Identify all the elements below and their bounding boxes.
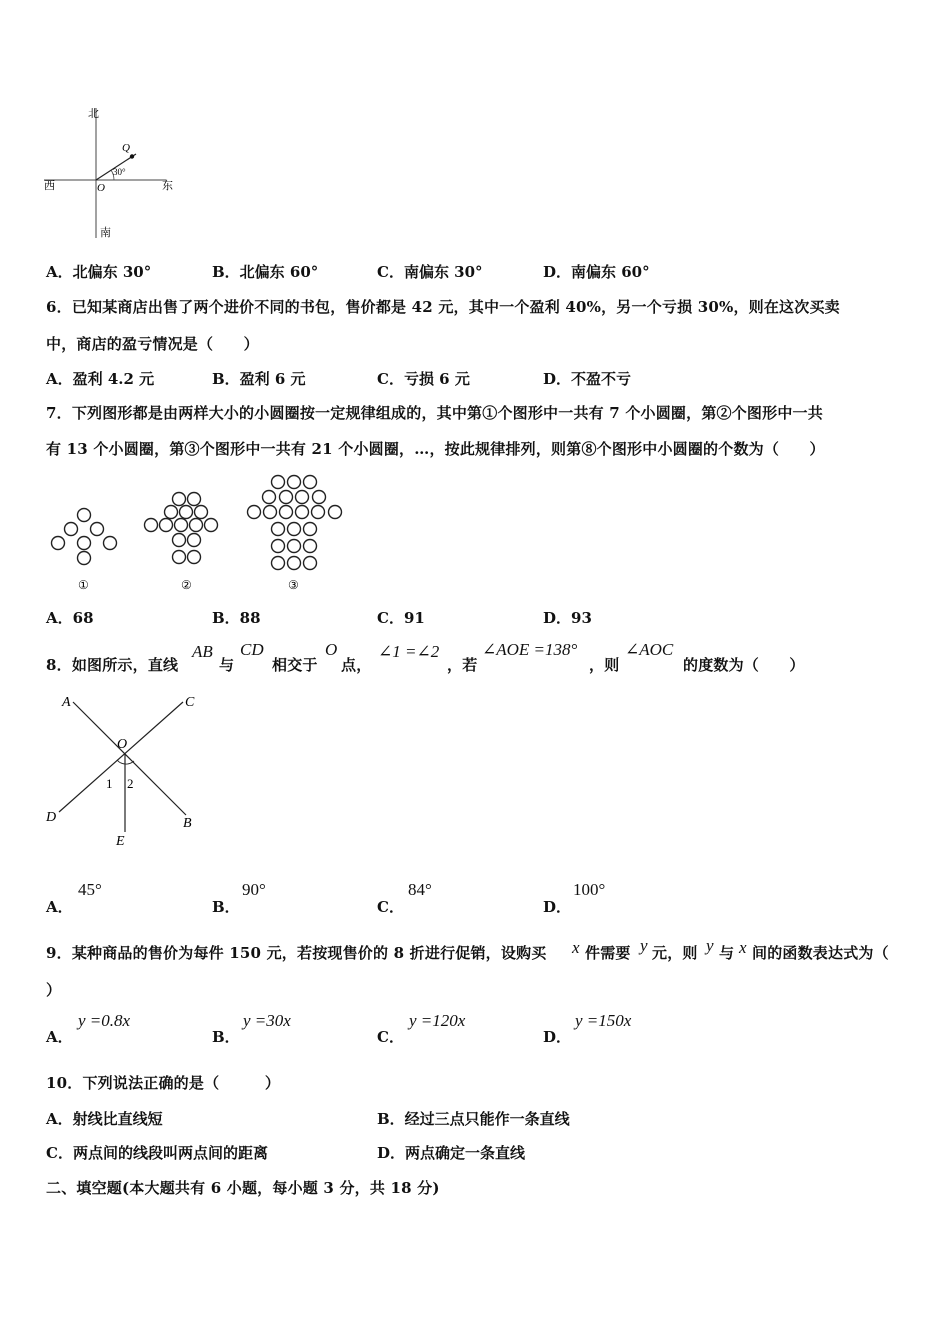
q9-stem-part2: 件需要 <box>585 944 631 962</box>
label-e: E <box>116 834 125 849</box>
circle-pattern-figure <box>42 470 352 595</box>
q8-angle-aoe: ∠AOE =138° <box>482 640 578 659</box>
q10-option-a: A．射线比直线短 <box>46 1110 163 1128</box>
q8-point-o: O <box>325 640 338 659</box>
q5-option-c: C．南偏东 30° <box>377 263 483 281</box>
q8-line-ab: AB <box>192 642 213 661</box>
q8-stem-prefix: 8．如图所示，直线 <box>46 656 179 674</box>
pattern-label-3: ③ <box>288 578 299 592</box>
q9-stem-part1: 9．某种商品的售价为每件 150 元，若按现售价的 8 折进行促销，设购买 <box>46 944 547 962</box>
q8-angle-equality: ∠1 =∠2 <box>378 642 440 661</box>
q8-option-d-value: 100° <box>573 880 606 899</box>
q9-var-y-2: y <box>706 936 714 955</box>
q7-option-a: A．68 <box>46 609 94 627</box>
west-label: 西 <box>44 180 55 192</box>
pattern-label-1: ① <box>78 578 89 592</box>
q8-stem-if: ，若 <box>447 656 478 674</box>
q7-option-d: D．93 <box>543 609 592 627</box>
label-b: B <box>183 816 192 831</box>
pattern-label-2: ② <box>181 578 192 592</box>
q8-stem-then: ，则 <box>589 656 620 674</box>
q7-option-b: B．88 <box>212 609 261 627</box>
intersecting-lines-figure <box>40 690 210 850</box>
q5-option-a: A．北偏东 30° <box>46 263 152 281</box>
q6-option-a: A．盈利 4.2 元 <box>46 370 155 388</box>
q9-option-b-letter: B． <box>212 1028 240 1046</box>
q9-stem-part3: 元，则 <box>652 944 698 962</box>
line-ab <box>73 702 186 815</box>
q6-option-d: D．不盈不亏 <box>543 370 632 388</box>
label-2: 2 <box>127 776 134 791</box>
q8-option-b-letter: B． <box>212 898 240 916</box>
q6-option-b: B．盈利 6 元 <box>212 370 306 388</box>
q10-option-d: D．两点确定一条直线 <box>377 1144 526 1162</box>
q8-stem-with: 与 <box>219 656 235 674</box>
q8-stem-point: 点， <box>341 656 372 674</box>
label-o: O <box>117 737 128 752</box>
q8-option-d-letter: D． <box>543 898 572 916</box>
q7-stem-line1: 7．下列图形都是由两样大小的小圆圈按一定规律组成的，其中第①个图形中一共有 7 个小圆圈，第②个图形中一共 <box>46 404 823 422</box>
q8-option-a-value: 45° <box>78 880 102 899</box>
q8-option-c-letter: C． <box>377 898 404 916</box>
q9-stem-line2: ） <box>46 981 62 999</box>
q9-option-b-value: y =30x <box>243 1011 291 1030</box>
q9-option-d-letter: D． <box>543 1028 572 1046</box>
origin-label: O <box>97 182 105 194</box>
pattern-2 <box>145 493 218 564</box>
line-cd <box>59 702 183 812</box>
south-label: 南 <box>100 227 111 239</box>
point-q-dot <box>130 154 134 158</box>
section-2-title: 二、填空题(本大题共有 6 小题，每小题 3 分，共 18 分) <box>46 1179 440 1197</box>
q9-option-a-letter: A． <box>46 1028 73 1046</box>
q5-option-d: D．南偏东 60° <box>543 263 650 281</box>
q8-angle-aoc: ∠AOC <box>625 640 674 659</box>
angle-label: 30° <box>113 167 126 177</box>
q9-stem-part5: 间的函数表达式为（ <box>752 944 889 962</box>
q8-option-b-value: 90° <box>242 880 266 899</box>
q6-stem-line1: 6．已知某商店出售了两个进价不同的书包，售价都是 42 元，其中一个盈利 40%，另一个亏损 30%，则在这次买卖 <box>46 298 840 316</box>
q9-var-x: x <box>572 938 580 957</box>
pattern-1 <box>52 509 117 565</box>
q8-stem-intersect: 相交于 <box>272 656 318 674</box>
label-c: C <box>185 695 195 710</box>
q-label: Q <box>122 142 130 154</box>
q8-option-a-letter: A． <box>46 898 73 916</box>
q5-option-b: B．北偏东 60° <box>212 263 319 281</box>
q10-option-c: C．两点间的线段叫两点间的距离 <box>46 1144 268 1162</box>
q8-line-cd: CD <box>240 640 264 659</box>
q9-stem-part4: 与 <box>719 944 735 962</box>
label-d: D <box>46 810 57 825</box>
q7-option-c: C．91 <box>377 609 425 627</box>
compass-figure <box>40 100 190 245</box>
q10-option-b: B．经过三点只能作一条直线 <box>377 1110 570 1128</box>
east-label: 东 <box>162 180 173 192</box>
q6-option-c: C．亏损 6 元 <box>377 370 470 388</box>
pattern-3 <box>248 476 342 570</box>
q9-option-d-value: y =150x <box>575 1011 632 1030</box>
q9-option-a-value: y =0.8x <box>78 1011 131 1030</box>
q7-stem-line2: 有 13 个小圆圈，第③个图形中一共有 21 个小圆圈，…，按此规律排列，则第⑧个图形中小圆圈的个数为（ ） <box>46 440 825 458</box>
label-a: A <box>62 695 71 710</box>
q9-option-c-letter: C． <box>377 1028 404 1046</box>
label-1: 1 <box>106 776 113 791</box>
north-label: 北 <box>88 108 99 120</box>
q9-var-y: y <box>640 936 648 955</box>
q8-option-c-value: 84° <box>408 880 432 899</box>
q6-stem-line2: 中，商店的盈亏情况是（ ） <box>46 335 259 353</box>
q10-stem: 10．下列说法正确的是（ ） <box>46 1074 281 1092</box>
q9-option-c-value: y =120x <box>409 1011 466 1030</box>
q8-stem-suffix: 的度数为（ ） <box>683 656 805 674</box>
q9-var-x-2: x <box>739 938 747 957</box>
